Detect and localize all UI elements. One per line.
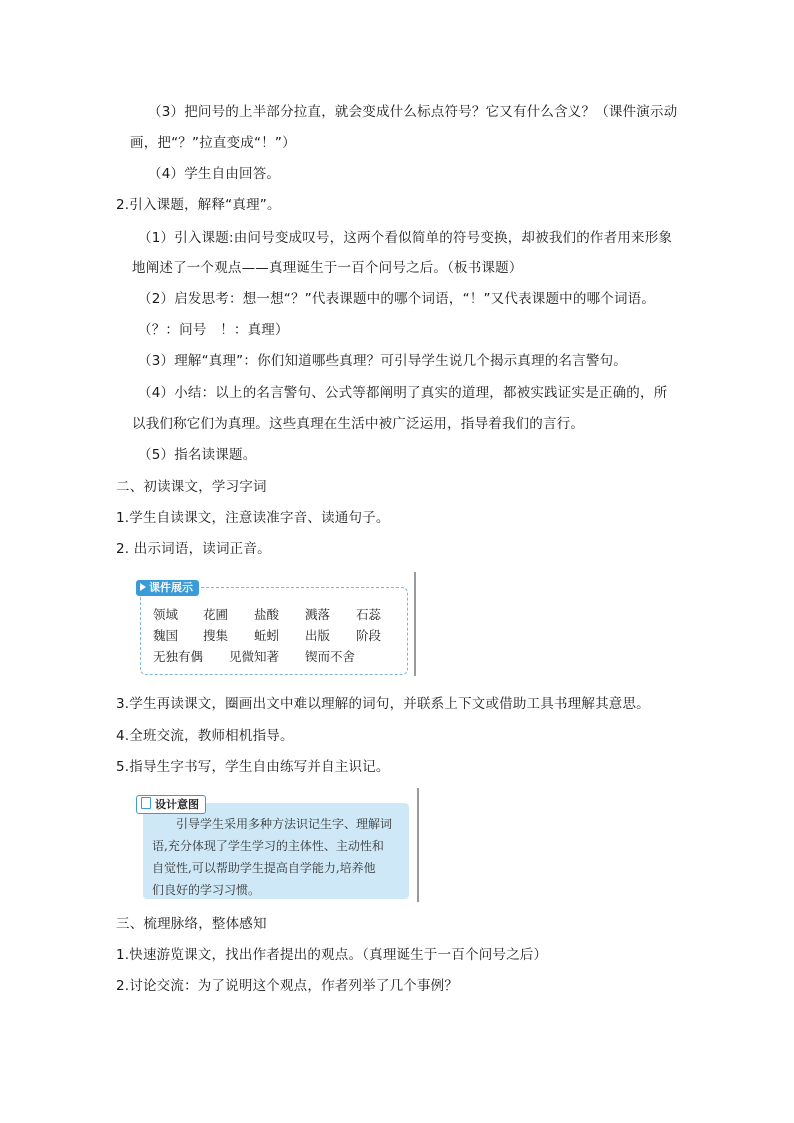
text-line-summary: （4）小结：以上的名言警句、公式等都阐明了真实的道理，都被实践证实是正确的，所: [138, 385, 668, 401]
vocab-word: 蚯蚓: [254, 628, 280, 643]
design-intent-line: 们良好的学习习惯。: [152, 883, 261, 897]
vocab-word: 领域: [153, 607, 179, 622]
text-line-3-cont: 画，把“？”拉直变成“！”）: [130, 135, 296, 151]
text-line-read-title: （5）指名读课题。: [138, 447, 257, 463]
vocab-word: 无独有偶: [153, 649, 204, 664]
text-line-think-answer: （？：问号 ！：真理）: [138, 322, 289, 338]
section-3-heading: 三、梳理脉络，整体感知: [116, 916, 267, 932]
text-line-intro-topic-cont: 地阐述了一个观点——真理诞生于一百个问号之后。（板书课题）: [132, 260, 523, 276]
step-3-reread: 3.学生再读课文，圈画出文中难以理解的词句，并联系上下文或借助工具书理解其意思。: [116, 696, 650, 712]
step-4-discuss: 4.全班交流，教师相机指导。: [116, 728, 294, 744]
design-intent-tab-label: 设计意图: [155, 798, 199, 811]
courseware-tab-label: 课件展示: [149, 581, 193, 594]
text-line-intro-topic: （1）引入课题:由问号变成叹号，这两个看似简单的符号变换，却被我们的作者用来形象: [138, 230, 673, 246]
courseware-tab: [136, 580, 199, 596]
text-line-3-question: （3）把问号的上半部分拉直，就会变成什么标点符号？它又有什么含义？（课件演示动: [148, 104, 678, 120]
design-rule: [417, 788, 419, 902]
design-intent-line: 自觉性,可以帮助学生提高自学能力,培养他: [152, 861, 376, 875]
design-intent-tab: [136, 795, 206, 814]
vocab-word: 盐酸: [254, 607, 280, 622]
step-2-show-words: 2. 出示词语，读词正音。: [116, 541, 271, 557]
text-line-summary-cont: 以我们称它们为真理。这些真理在生活中被广泛运用，指导着我们的言行。: [132, 416, 585, 432]
play-icon: [140, 583, 146, 591]
text-line-4-answer: （4）学生自由回答。: [148, 166, 281, 182]
courseware-rule: [414, 572, 416, 676]
vocab-word: 搜集: [203, 628, 229, 643]
vocab-word: 阶段: [356, 628, 382, 643]
step-1-skim: 1.快速游览课文，找出作者提出的观点。（真理诞生于一百个问号之后）: [116, 947, 548, 963]
vocab-word: 见微知著: [229, 649, 280, 664]
design-intent-line: 语,充分体现了学生学习的主体性、主动性和: [152, 839, 384, 853]
text-line-understand: （3）理解“真理”：你们知道哪些真理？可引导学生说几个揭示真理的名言警句。: [138, 353, 627, 369]
step-2-heading: 2.引入课题，解释“真理”。: [116, 197, 281, 213]
vocab-word: 出版: [305, 628, 331, 643]
vocab-word: 花圃: [203, 607, 229, 622]
vocab-word: 锲而不舍: [305, 649, 356, 664]
vocab-word: 石蕊: [356, 607, 382, 622]
step-1-self-read: 1.学生自读课文，注意读准字音、读通句子。: [116, 510, 390, 526]
step-5-writing: 5.指导生字书写，学生自由练写并自主识记。: [116, 759, 390, 775]
section-2-heading: 二、初读课文，学习字词: [116, 479, 267, 495]
text-line-think: （2）启发思考：想一想“？”代表课题中的哪个词语，“！”又代表课题中的哪个词语。: [138, 291, 656, 307]
vocab-word: 溅落: [305, 607, 331, 622]
design-intent-line: 引导学生采用多种方法识记生字、理解词: [176, 817, 393, 831]
clipboard-icon: [141, 797, 151, 809]
step-2-discussion: 2.讨论交流：为了说明这个观点，作者列举了几个事例？: [116, 978, 459, 994]
vocab-word: 魏国: [153, 628, 179, 643]
